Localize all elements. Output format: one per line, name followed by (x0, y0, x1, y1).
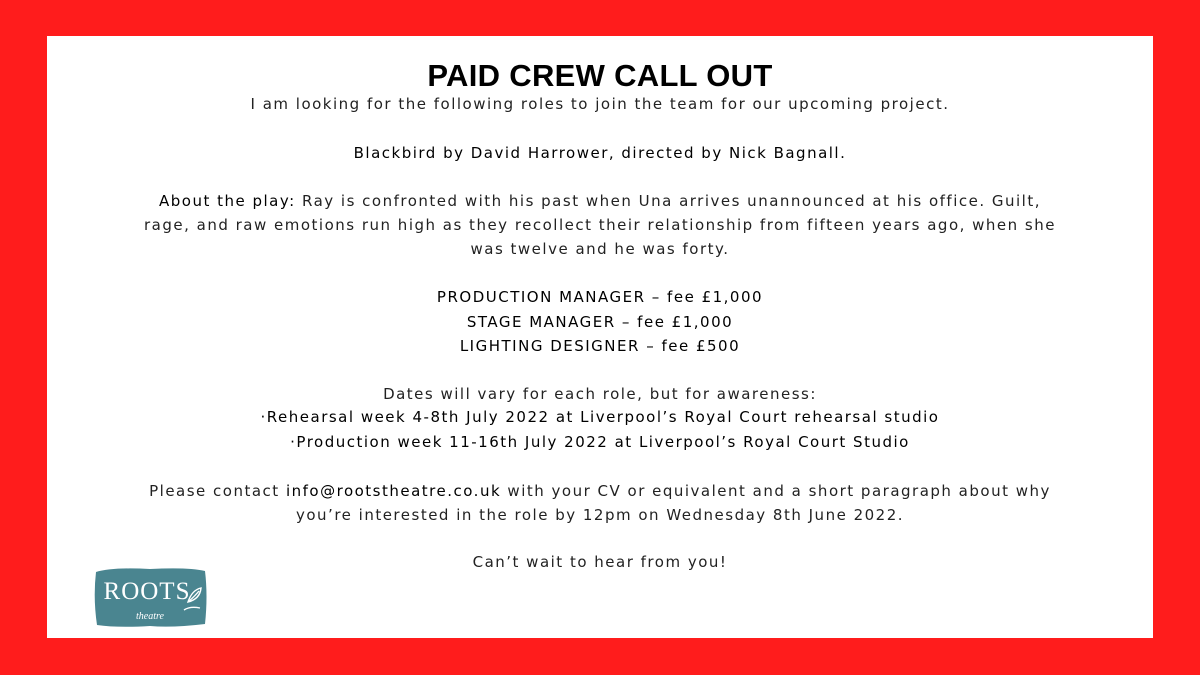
about-line-2: rage, and raw emotions run high as they recollect their relationship from fifteen years ago, when she (144, 216, 1056, 234)
page-title: PAID CREW CALL OUT (427, 58, 773, 93)
play-line: Blackbird by David Harrower, directed by Nick Bagnall. (353, 144, 847, 162)
contact-prefix: Please contact (149, 482, 280, 500)
about-line-1 (47, 190, 1153, 212)
date-production: ·Production week 11-16th July 2022 at Liverpool’s Royal Court Studio (290, 433, 910, 451)
poster-card (47, 36, 1153, 638)
closing-text: Can’t wait to hear from you! (472, 553, 728, 571)
contact-line-2: you’re interested in the role by 12pm on Wednesday 8th June 2022. (295, 506, 905, 524)
roots-theatre-logo (92, 566, 209, 629)
logo-word: ROOTS (103, 578, 191, 605)
role-lighting-designer: LIGHTING DESIGNER – fee £500 (459, 337, 741, 355)
role-stage-manager: STAGE MANAGER – fee £1,000 (466, 313, 734, 331)
about-text-1: Ray is confronted with his past when Una arrives unannounced at his office. Guilt, (302, 192, 1041, 210)
about-line-3: was twelve and he was forty. (470, 240, 730, 258)
date-rehearsal: ·Rehearsal week 4-8th July 2022 at Liverpool’s Royal Court rehearsal studio (260, 408, 940, 426)
contact-line-1 (47, 480, 1153, 502)
contact-suffix: with your CV or equivalent and a short paragraph about why (507, 482, 1051, 500)
contact-email[interactable]: info@rootstheatre.co.uk (285, 482, 502, 500)
role-production-manager: PRODUCTION MANAGER – fee £1,000 (436, 288, 764, 306)
about-label: About the play: (158, 192, 296, 210)
logo-sub: theatre (136, 611, 164, 622)
intro-text: I am looking for the following roles to join the team for our upcoming project. (250, 95, 950, 113)
dates-intro: Dates will vary for each role, but for awareness: (383, 385, 817, 403)
